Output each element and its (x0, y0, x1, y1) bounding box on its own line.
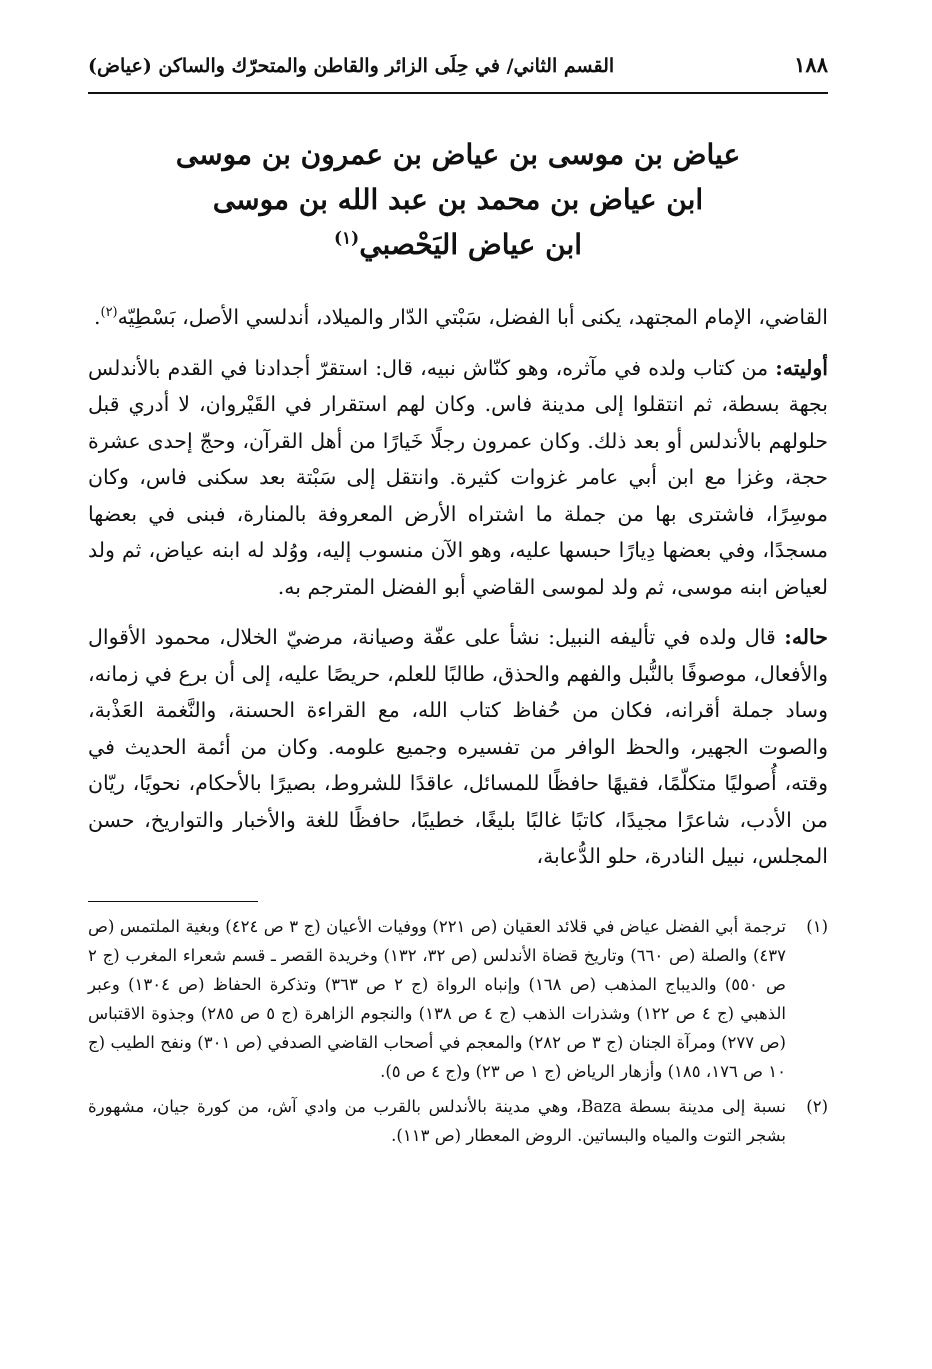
footnote-number: (١) (806, 916, 828, 936)
page-number: ١٨٨ (794, 52, 828, 77)
title-line-1: عياض بن موسى بن عياض بن عمرون بن موسى (175, 138, 741, 171)
footnote-number: (٢) (806, 1096, 828, 1116)
biography-title (88, 132, 828, 267)
footnote-text: ترجمة أبي الفضل عياض في قلائد العقيان (ص ٢٢١) ووفيات الأعيان (ج ٣ ص ٤٢٤) وبغية الملتمس (ص ٤٣٧) والصلة (ص ٦٦٠) وتاريخ قضاة الأندلس (ص ٣٢، ١٣٢) وخريدة القصر ـ قسم شعراء المغرب (ج ٢ ص ٥٥٠) والديباج المذهب (ص ١٦٨) وإنباه الرواة (ج ٢ ص ٣٦٣) وتذكرة الحفاظ (ص ١٣٠٤) وعبر الذهبي (ج ٤ ص ١٢٢) وشذرات الذهب (ج ٤ ص ١٣٨) والنجوم الزاهرة (ج ٥ ص ٢٨٥) وجذوة الاقتباس (ص ٢٧٧) ومرآة الجنان (ج ٣ ص ٢٨٢) والمعجم في أصحاب القاضي الصدفي (ص ٣٠١) ونفح الطيب (ج ١٠ ص ١٧٦، ١٨٥) وأزهار الرياض (ج ١ ص ٢٣) و(ج ٤ ص ٥). (88, 916, 786, 1081)
title-footnote-marker: (١) (333, 228, 360, 249)
footnote-divider (88, 901, 258, 902)
origins-heading: أوليته: (775, 355, 828, 380)
section-title: القسم الثاني/ في حِلَى الزائر والقاطن والمتحرّك والساكن (عياض) (88, 55, 615, 77)
title-line-3-text: ابن عياض اليَحْصبي (359, 228, 583, 261)
running-header (88, 52, 828, 94)
footnote-text: نسبة إلى مدينة بسطة Baza، وهي مدينة بالأندلس بالقرب من وادي آش، من كورة جيان، مشهورة بشجر التوت والمياه والبساتين. الروض المعطار (ص ١١٣). (88, 1096, 786, 1145)
condition-text: قال ولده في تأليفه النبيل: نشأ على عفّة وصيانة، مرضيّ الخلال، محمود الأقوال والأفعال، موصوفًا بالنُّبل والفهم والحذق، طالبًا للعلم، حريصًا عليه، إلى أن برع في زمانه، وساد جملة أقرانه، فكان من حُفاظ كتاب الله، مع القراءة الحسنة، والنَّغمة العَذْبة، والصوت الجهير، والحظ الوافر من تفسيره وجميع علومه. وكان من أئمة الحديث في وقته، أُصوليًا متكلّمًا، فقيهًا حافظًا للمسائل، عاقدًا للشروط، بصيرًا بالأحكام، نحويًا، ريّان من الأدب، شاعرًا مجيدًا، كاتبًا غالبًا بليغًا، خطيبًا، حافظًا للغة والأخبار والتواريخ، حسن المجلس، نبيل النادرة، حلو الدُّعابة، (88, 625, 828, 868)
intro-text: القاضي، الإمام المجتهد، يكنى أبا الفضل، سَبْتي الدّار والميلاد، أندلسي الأصل، بَسْطِيّه (117, 305, 828, 329)
origins-text: من كتاب ولده في مآثره، وهو كنّاش نبيه، قال: استقرّ أجدادنا في القدم بالأندلس بجهة بسطة، ثم انتقلوا إلى مدينة فاس. وكان لهم استقرار في القَيْروان، لا أدري قبل حلولهم بالأندلس أو بعد ذلك. وكان عمرون رجلًا خَيارًا من أهل القرآن، وحجّ إحدى عشرة حجة، وغزا مع ابن أبي عامر غزوات كثيرة. وانتقل إلى سَبْتة بعد سكنى فاس، وكان موسِرًا، فاشترى بها من جملة ما اشتراه الأرض المعروفة بالمنارة، فبنى في بعضها مسجدًا، وفي بعضها دِيارًا حبسها عليه، وهو الآن منسوب إليه، ووُلد له ابنه عياض، ثم ولد لعياض ابنه موسى، ثم ولد لموسى القاضي أبو الفضل المترجم به. (88, 355, 828, 599)
condition-heading: حاله: (784, 625, 828, 649)
condition-paragraph (88, 619, 828, 875)
title-line-2: ابن عياض بن محمد بن عبد الله بن موسى (212, 183, 704, 216)
intro-paragraph (88, 299, 828, 336)
title-line-3 (88, 222, 828, 267)
footnote-1 (88, 912, 828, 1086)
intro-end: . (93, 305, 101, 329)
origins-paragraph (88, 350, 828, 606)
book-page (88, 52, 828, 1150)
footnote-2 (88, 1092, 828, 1150)
footnotes (88, 912, 828, 1150)
intro-footnote-marker: (٢) (100, 305, 118, 321)
